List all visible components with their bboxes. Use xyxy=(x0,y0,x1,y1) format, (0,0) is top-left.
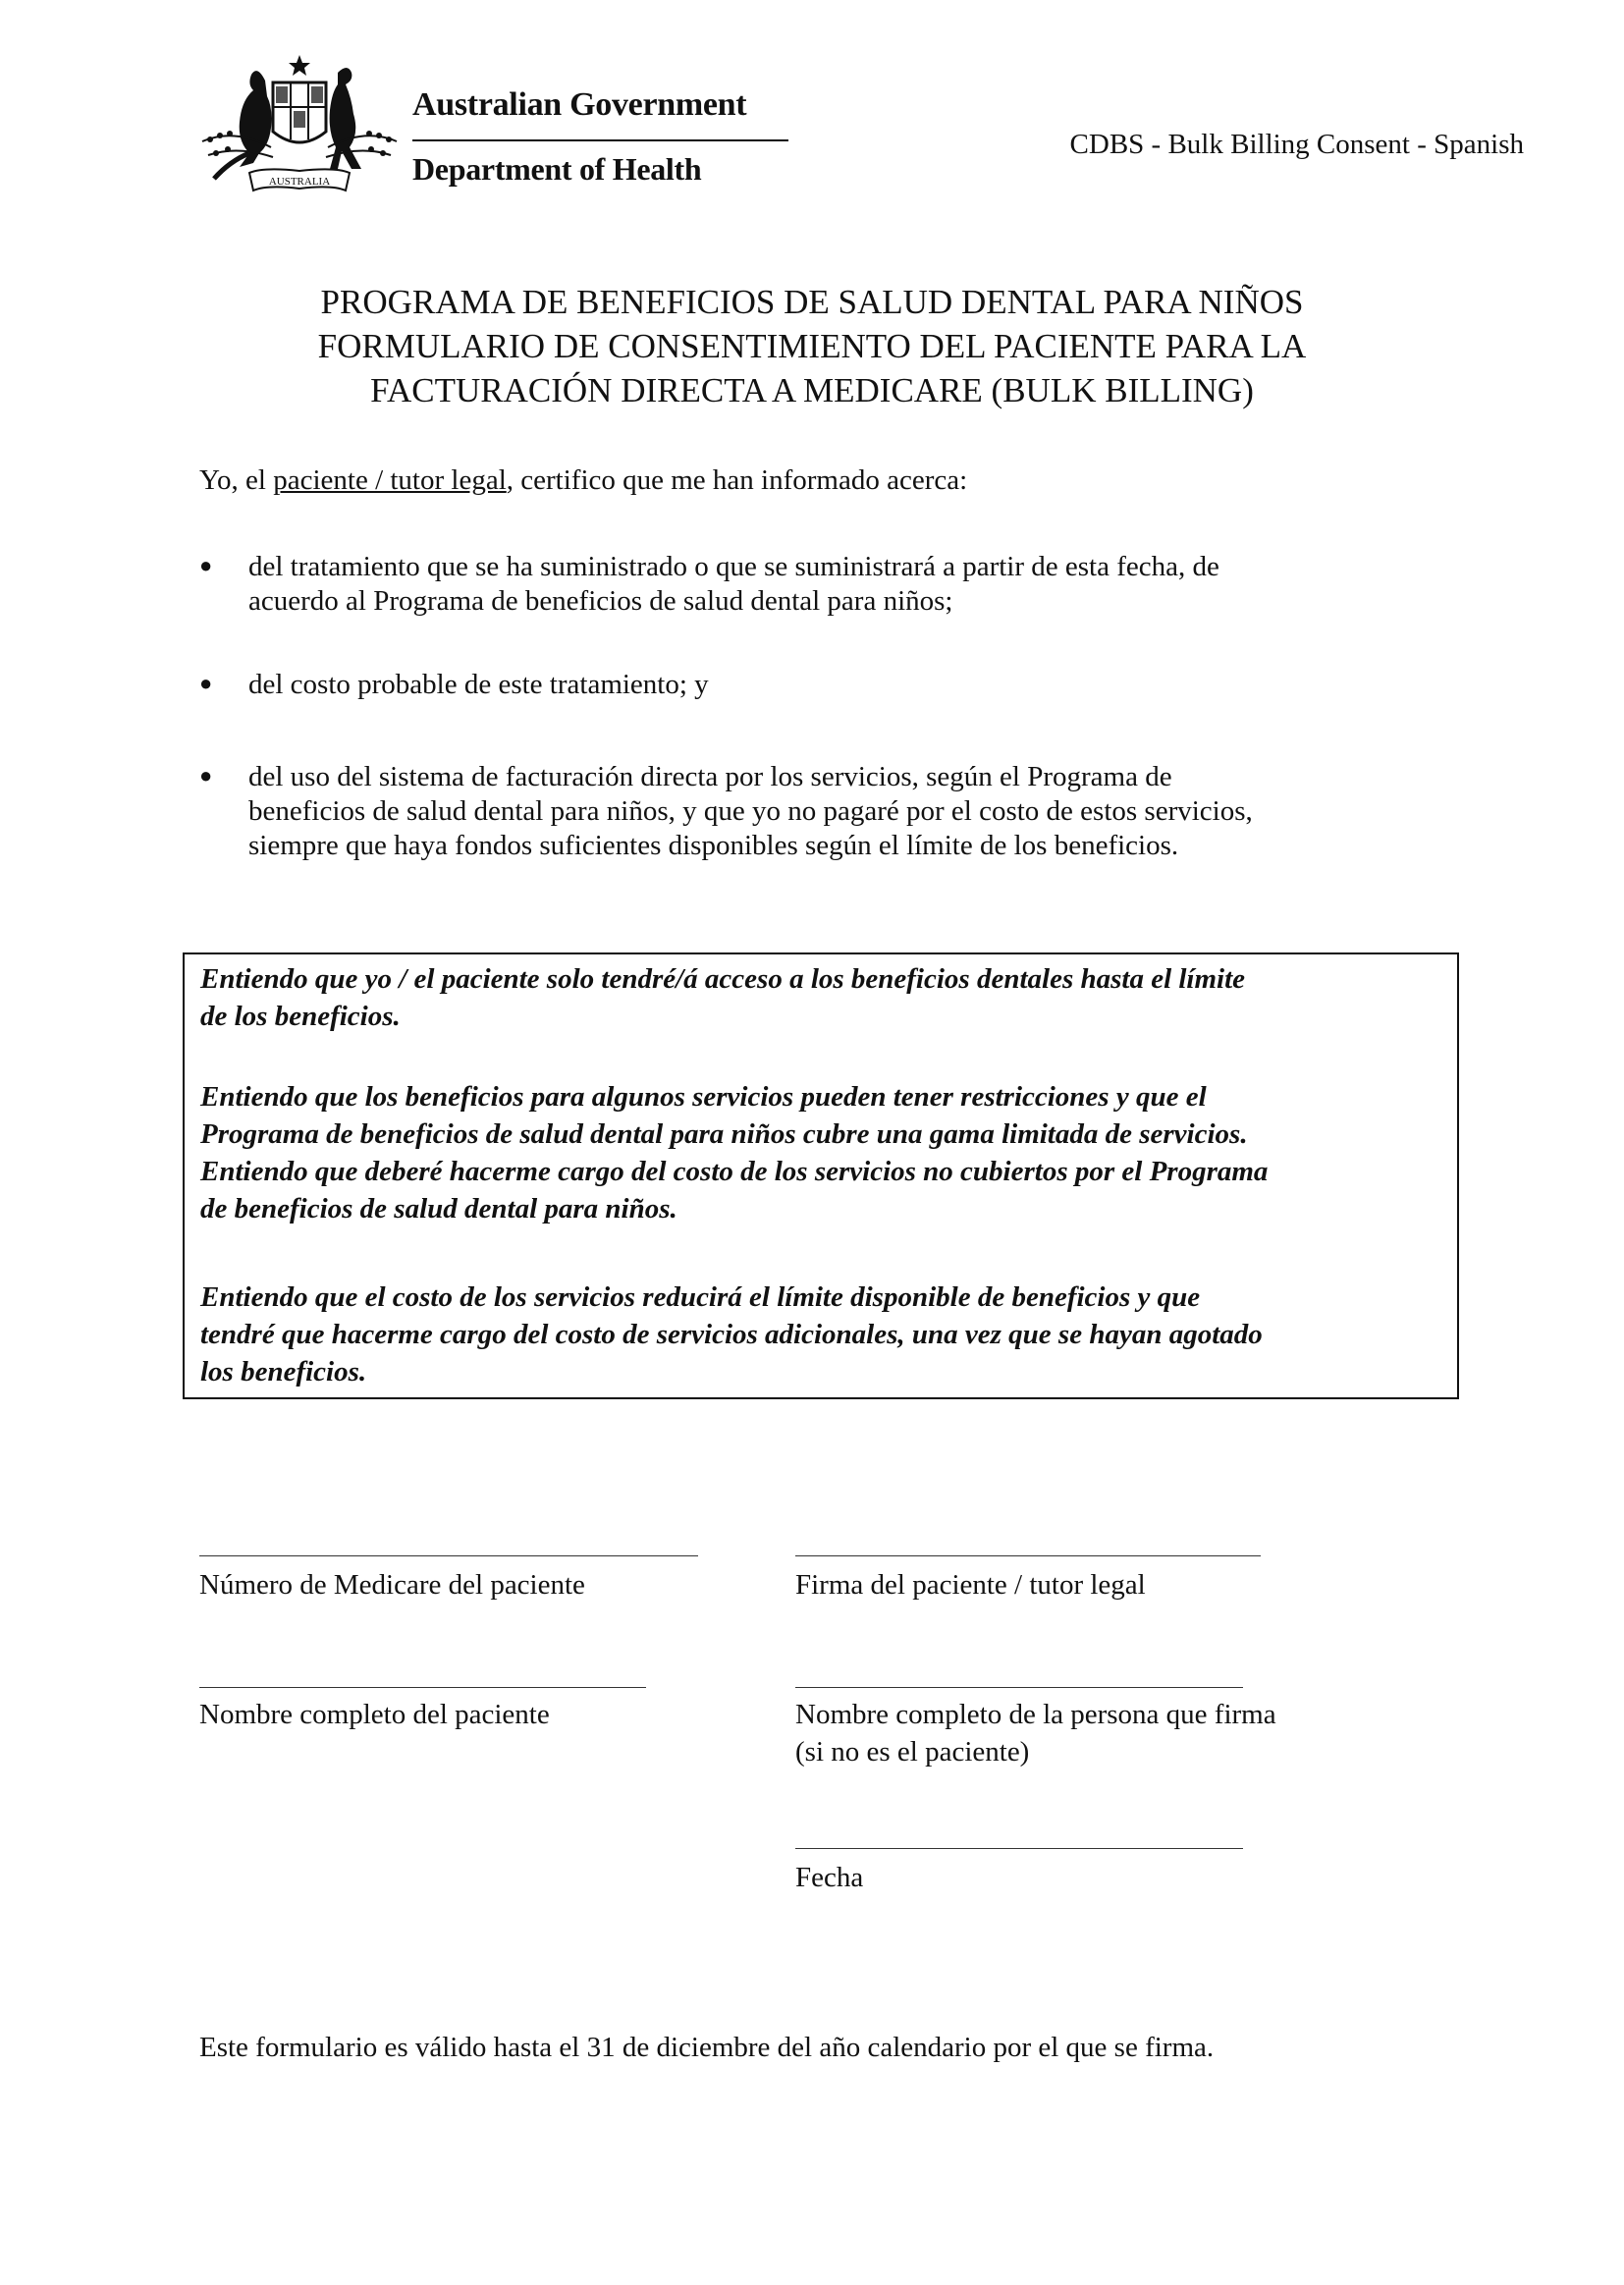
intro-prefix: Yo, el xyxy=(199,464,274,496)
australian-coat-of-arms-icon xyxy=(194,51,406,203)
date-input-line[interactable] xyxy=(795,1848,1243,1849)
acknowledgement-line: Programa de beneficios de salud dental para niños cubre una gama limitada de servicios. xyxy=(200,1118,1248,1150)
intro-underlined-role: paciente / tutor legal xyxy=(273,464,507,496)
intro-statement xyxy=(199,463,967,498)
acknowledgement-line: Entiendo que yo / el paciente solo tendré/á acceso a los beneficios dentales hasta el límite xyxy=(200,963,1246,995)
acknowledgement-line: Entiendo que deberé hacerme cargo del costo de los servicios no cubiertos por el Programa xyxy=(200,1156,1269,1187)
acknowledgement-box xyxy=(183,952,1459,1399)
acknowledgement-line: tendré que hacerme cargo del costo de servicios adicionales, una vez que se hayan agotado xyxy=(200,1319,1263,1350)
validity-note: Este formulario es válido hasta el 31 de diciembre del año calendario por el que se firma. xyxy=(199,2032,1215,2063)
list-item xyxy=(248,550,1466,619)
header-divider xyxy=(412,139,788,141)
date-label: Fecha xyxy=(795,1862,864,1893)
signature-label: Firma del paciente / tutor legal xyxy=(795,1569,1146,1601)
intro-suffix: , certifico que me han informado acerca: xyxy=(506,464,968,496)
bullet-icon: ● xyxy=(199,671,213,695)
signer-full-name-note: (si no es el paciente) xyxy=(795,1736,1030,1768)
acknowledgement-line: de beneficios de salud dental para niños. xyxy=(200,1193,677,1224)
crest-graphic xyxy=(194,51,406,203)
government-name: Australian Government xyxy=(412,86,747,123)
acknowledgement-paragraph xyxy=(200,1078,1268,1227)
title-line: FACTURACIÓN DIRECTA A MEDICARE (BULK BILLING) xyxy=(370,371,1254,409)
medicare-number-input-line[interactable] xyxy=(199,1555,698,1556)
bullet-icon: ● xyxy=(199,553,213,577)
document-code: CDBS - Bulk Billing Consent - Spanish xyxy=(1069,129,1524,160)
department-name: Department of Health xyxy=(412,151,702,187)
signature-input-line[interactable] xyxy=(795,1555,1261,1556)
bullet-icon: ● xyxy=(199,763,213,788)
page-title xyxy=(0,280,1624,412)
title-line: PROGRAMA DE BENEFICIOS DE SALUD DENTAL PARA NIÑOS xyxy=(320,283,1304,321)
list-item-line: beneficios de salud dental para niños, y que yo no pagaré por el costo de estos servicios, xyxy=(248,795,1253,827)
medicare-number-label: Número de Medicare del paciente xyxy=(199,1569,585,1601)
patient-full-name-input-line[interactable] xyxy=(199,1687,646,1688)
title-line: FORMULARIO DE CONSENTIMIENTO DEL PACIENTE PARA LA xyxy=(317,327,1307,365)
signer-full-name-input-line[interactable] xyxy=(795,1687,1243,1688)
list-item-line: acuerdo al Programa de beneficios de salud dental para niños; xyxy=(248,585,953,617)
acknowledgement-line: Entiendo que el costo de los servicios reducirá el límite disponible de beneficios y que xyxy=(200,1281,1201,1313)
list-item-line: del uso del sistema de facturación directa por los servicios, según el Programa de xyxy=(248,761,1172,792)
acknowledgement-line: los beneficios. xyxy=(200,1356,367,1387)
list-item xyxy=(248,760,1466,863)
signer-full-name-label: Nombre completo de la persona que firma xyxy=(795,1699,1276,1730)
list-item-line: siempre que haya fondos suficientes disponibles según el límite de los beneficios. xyxy=(248,830,1179,861)
list-item-line: del tratamiento que se ha suministrado o que se suministrará a partir de esta fecha, de xyxy=(248,551,1219,582)
list-item xyxy=(248,668,1466,702)
svg-text:AUSTRALIA: AUSTRALIA xyxy=(268,176,331,188)
acknowledgement-line: Entiendo que los beneficios para algunos servicios pueden tener restricciones y que el xyxy=(200,1081,1207,1113)
acknowledgement-paragraph xyxy=(200,1279,1263,1390)
acknowledgement-line: de los beneficios. xyxy=(200,1001,401,1032)
patient-full-name-label: Nombre completo del paciente xyxy=(199,1699,550,1730)
acknowledgement-paragraph xyxy=(200,960,1245,1035)
list-item-line: del costo probable de este tratamiento; y xyxy=(248,669,709,700)
